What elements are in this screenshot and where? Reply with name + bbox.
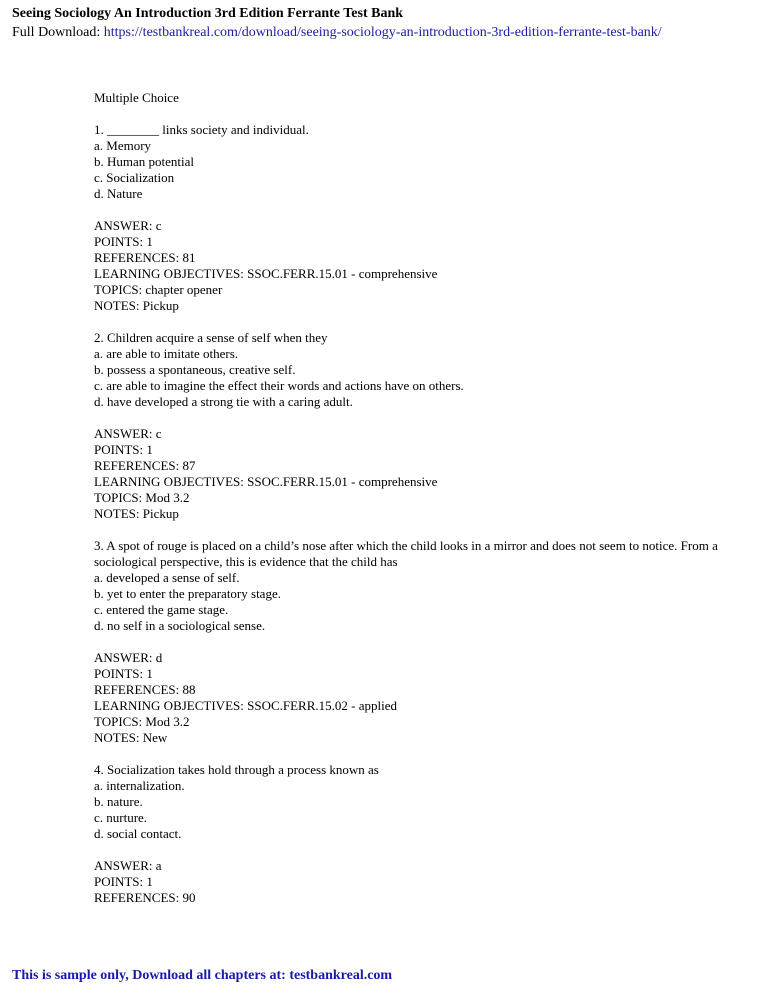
question-stem: 3. A spot of rouge is placed on a child’s nose after which the child looks in a mirror and does not seem to notice. From a sociological perspective, this is evidence that the child has	[94, 538, 718, 569]
answer-option: b. yet to enter the preparatory stage.	[94, 586, 281, 601]
question-stem: 4. Socialization takes hold through a process known as	[94, 762, 379, 777]
download-link[interactable]: https://testbankreal.com/download/seeing-sociology-an-introduction-3rd-edition-ferrante-test-bank/	[103, 25, 662, 40]
topics-line: TOPICS: chapter opener	[94, 282, 223, 297]
learning-objectives-line: LEARNING OBJECTIVES: SSOC.FERR.15.01 - comprehensive	[94, 266, 438, 281]
answer-option: a. Memory	[94, 138, 152, 153]
answer-option: a. are able to imitate others.	[94, 346, 239, 361]
question-2-meta	[94, 426, 734, 522]
answer-option: c. Socialization	[94, 170, 175, 185]
answer-option: b. Human potential	[94, 154, 195, 169]
topics-line: TOPICS: Mod 3.2	[94, 714, 190, 729]
answer-option: d. no self in a sociological sense.	[94, 618, 266, 633]
references-line: REFERENCES: 90	[94, 890, 196, 905]
answer-line: ANSWER: a	[94, 858, 162, 873]
answer-line: ANSWER: c	[94, 218, 162, 233]
question-3	[94, 538, 734, 634]
points-line: POINTS: 1	[94, 442, 153, 457]
notes-line: NOTES: Pickup	[94, 298, 179, 313]
answer-line: ANSWER: c	[94, 426, 162, 441]
answer-option: d. social contact.	[94, 826, 182, 841]
question-2	[94, 330, 734, 410]
points-line: POINTS: 1	[94, 666, 153, 681]
test-bank-content	[94, 90, 734, 922]
footer-notice[interactable]: This is sample only, Download all chapters at: testbankreal.com	[12, 968, 393, 983]
answer-option: b. possess a spontaneous, creative self.	[94, 362, 296, 377]
points-line: POINTS: 1	[94, 234, 153, 249]
answer-option: b. nature.	[94, 794, 143, 809]
notes-line: NOTES: Pickup	[94, 506, 179, 521]
answer-option: c. entered the game stage.	[94, 602, 229, 617]
answer-option: a. internalization.	[94, 778, 185, 793]
question-1	[94, 122, 734, 202]
points-line: POINTS: 1	[94, 874, 153, 889]
document-title: Seeing Sociology An Introduction 3rd Edition Ferrante Test Bank	[12, 6, 404, 21]
references-line: REFERENCES: 87	[94, 458, 196, 473]
download-line	[12, 24, 662, 42]
notes-line: NOTES: New	[94, 730, 168, 745]
question-3-meta	[94, 650, 734, 746]
download-label: Full Download:	[12, 25, 101, 40]
question-stem: 1. ________ links society and individual.	[94, 122, 309, 137]
question-stem: 2. Children acquire a sense of self when they	[94, 330, 328, 345]
learning-objectives-line: LEARNING OBJECTIVES: SSOC.FERR.15.01 - comprehensive	[94, 474, 438, 489]
answer-option: d. have developed a strong tie with a caring adult.	[94, 394, 353, 409]
learning-objectives-line: LEARNING OBJECTIVES: SSOC.FERR.15.02 - applied	[94, 698, 397, 713]
question-1-meta	[94, 218, 734, 314]
answer-option: c. nurture.	[94, 810, 148, 825]
references-line: REFERENCES: 88	[94, 682, 196, 697]
answer-line: ANSWER: d	[94, 650, 163, 665]
topics-line: TOPICS: Mod 3.2	[94, 490, 190, 505]
answer-option: c. are able to imagine the effect their words and actions have on others.	[94, 378, 464, 393]
references-line: REFERENCES: 81	[94, 250, 196, 265]
question-4-meta	[94, 858, 734, 906]
section-heading: Multiple Choice	[94, 90, 179, 105]
question-4	[94, 762, 734, 842]
answer-option: a. developed a sense of self.	[94, 570, 240, 585]
answer-option: d. Nature	[94, 186, 143, 201]
